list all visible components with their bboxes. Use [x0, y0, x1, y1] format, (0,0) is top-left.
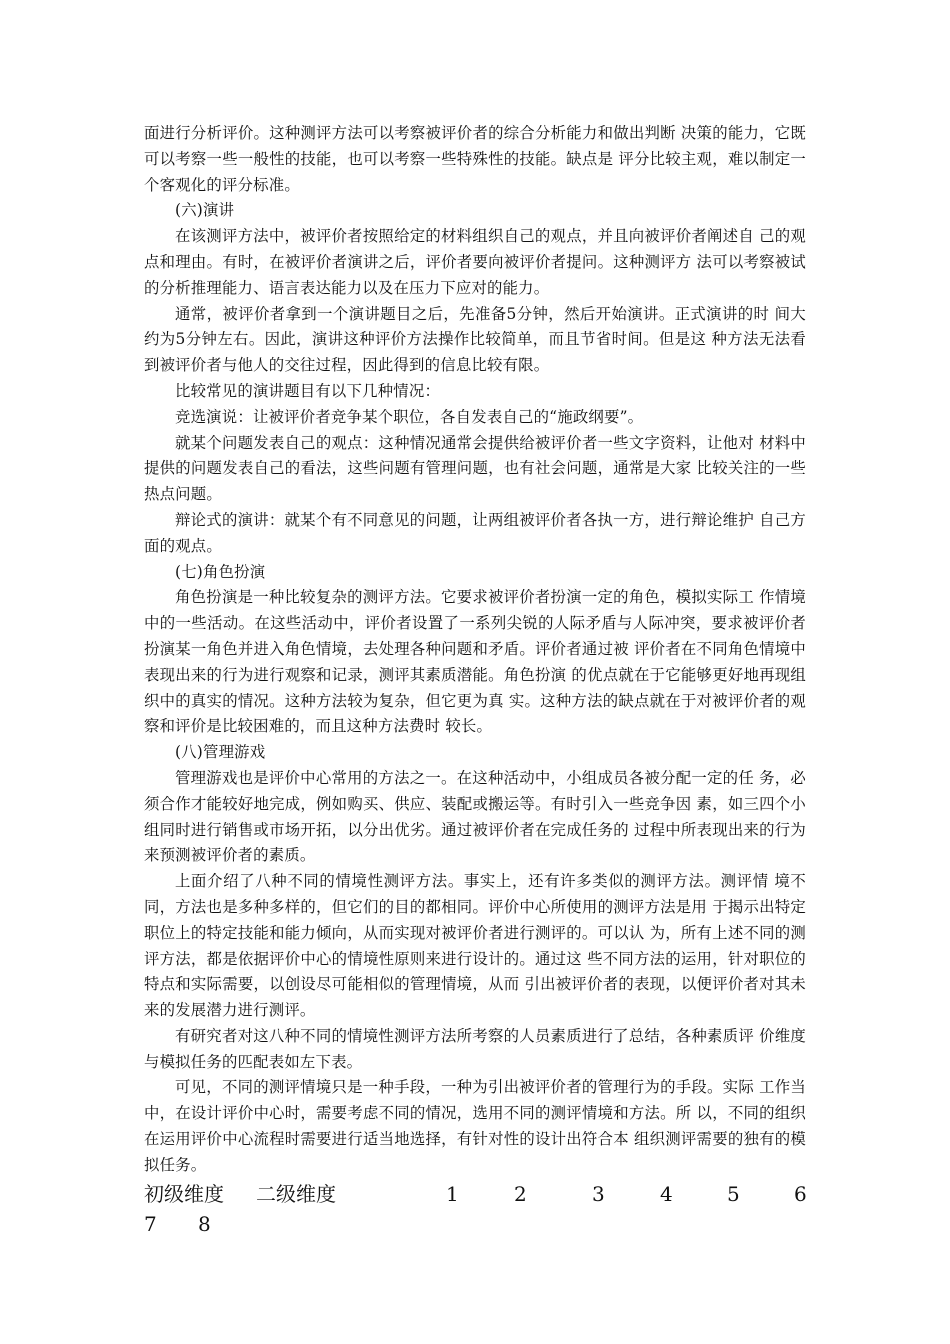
paragraph-issue-speech: 就某个问题发表自己的观点：这种情况通常会提供给被评价者一些文字资料，让他对 材料中提供的问题发表自己的看法，这些问题有管理问题，也有社会问题，通常是大家 比较关注的一些热点问题。: [144, 433, 806, 504]
table-header-col-6: 6: [794, 1181, 807, 1206]
paragraph-campaign-speech: 竞选演说：让被评价者竞争某个职位，各自发表自己的“施政纲要”。: [175, 407, 644, 426]
paragraph-speech-intro: 在该测评方法中，被评价者按照给定的材料组织自己的观点，并且向被评价者阐述自 己的观点和理由。有时，在被评价者演讲之后，评价者要向被评价者提问。这种测评方 法可以考察被试的分析推理能力、语言表达能力以及在压力下应对的能力。: [144, 227, 806, 297]
table-header-secondary: 二级维度: [256, 1181, 336, 1206]
heading-management-game: (八)管理游戏: [175, 743, 266, 762]
paragraph-management-game: 管理游戏也是评价中心常用的方法之一。在这种活动中，小组成员各被分配一定的任 务，必须合作才能较好地完成，例如购买、供应、装配或搬运等。有时引入一些竞争因 素，如三四个小组同时进行销售或市场开拓，以分出优劣。通过被评价者在完成任务的 过程中所表现出来的行为来预测被评价者的素质。: [144, 768, 806, 865]
table-header-col-1: 1: [446, 1181, 459, 1206]
table-header-row: [144, 1181, 806, 1241]
table-header-col-5: 5: [727, 1181, 740, 1206]
paragraph-1: 面进行分析评价。这种测评方法可以考察被评价者的综合分析能力和做出判断 决策的能力，它既可以考察一些一般性的技能，也可以考察一些特殊性的技能。缺点是 评分比较主观，难以制定一个客观化的评分标准。: [144, 124, 806, 194]
paragraph-research: 有研究者对这八种不同的情境性测评方法所考察的人员素质进行了总结，各种素质评 价维度与模拟任务的匹配表如左下表。: [144, 1026, 806, 1071]
paragraph-debate-speech: 辩论式的演讲：就某个有不同意见的问题，让两组被评价者各执一方，进行辩论维护 自己方面的观点。: [144, 510, 806, 555]
table-header-col-2: 2: [514, 1181, 527, 1206]
paragraph-speech-process: 通常，被评价者拿到一个演讲题目之后，先准备5分钟，然后开始演讲。正式演讲的时 间大约为5分钟左右。因此，演讲这种评价方法操作比较简单，而且节省时间。但是这 种方法无法看到被评价者与他人的交往过程，因此得到的信息比较有限。: [144, 304, 806, 375]
table-header-col-7: 7: [144, 1211, 157, 1236]
table-header-col-4: 4: [660, 1181, 673, 1206]
paragraph-speech-topics: 比较常见的演讲题目有以下几种情况：: [175, 381, 441, 400]
table-header-col-3: 3: [592, 1181, 605, 1206]
paragraph-summary: 上面介绍了八种不同的情境性测评方法。事实上，还有许多类似的测评方法。测评情 境不同，方法也是多种多样的，但它们的目的都相同。评价中心所使用的测评方法是用 于揭示出特定职位上的特定技能和能力倾向，从而实现对被评价者进行测评的。可以认 为，所有上述不同的测评方法，都是依据评价中心的情境性原则来进行设计的。通过这 些不同方法的运用，针对职位的特点和实际需要，以创设尽可能相似的管理情境，从而 引出被评价者的表现，以便评价者对其未来的发展潜力进行测评。: [144, 872, 806, 1020]
document-page: [144, 121, 806, 1241]
table-header-primary: 初级维度: [144, 1181, 224, 1206]
heading-speech: (六)演讲: [175, 201, 235, 220]
paragraph-conclusion: 可见，不同的测评情境只是一种手段，一种为引出被评价者的管理行为的手段。实际 工作当中，在设计评价中心时，需要考虑不同的情况，选用不同的测评情境和方法。所 以，不同的组织在运用评价中心流程时需要进行适当地选择，有针对性的设计出符合本 组织测评需要的独有的模拟任务。: [144, 1078, 806, 1174]
document-body: [144, 121, 806, 1179]
heading-role-play: (七)角色扮演: [175, 562, 266, 581]
table-header-col-8: 8: [198, 1211, 211, 1236]
paragraph-role-play: 角色扮演是一种比较复杂的测评方法。它要求被评价者扮演一定的角色，模拟实际工 作情境中的一些活动。在这些活动中，评价者设置了一系列尖锐的人际矛盾与人际冲突，要求被评价者扮演某一角色并进入角色情境，去处理各种问题和矛盾。评价者通过被 评价者在不同角色情境中表现出来的行为进行观察和记录，测评其素质潜能。角色扮演 的优点就在于它能够更好地再现组织中的真实的情况。这种方法较为复杂，但它更为真 实。这种方法的缺点就在于对被评价者的观察和评价是比较困难的，而且这种方法费时 较长。: [144, 588, 806, 736]
